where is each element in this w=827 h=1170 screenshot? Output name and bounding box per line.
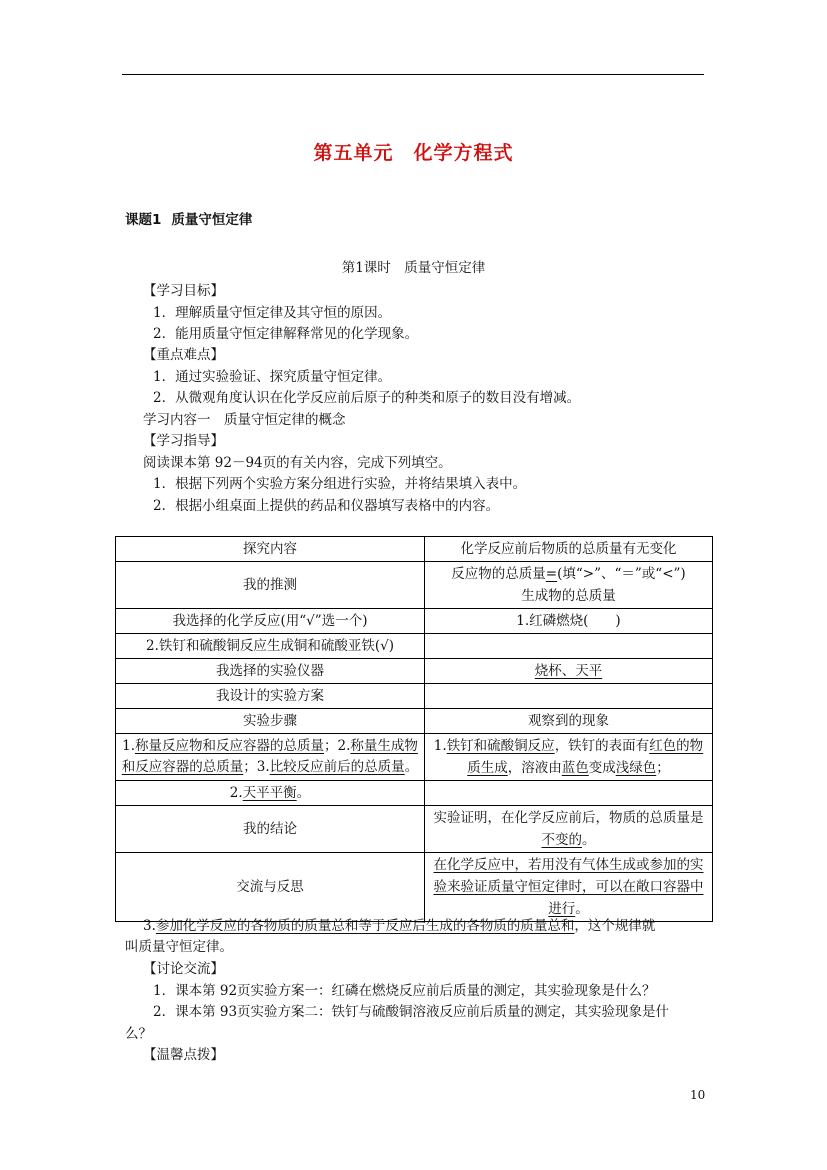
answer-blank: 称量反应物和反应容器的总质量 xyxy=(135,738,324,754)
goals-heading: 【学习目标】 xyxy=(143,283,224,299)
answer-blank: 红色的物质生成 xyxy=(467,738,704,776)
table-row xyxy=(116,806,713,853)
table-cell: 化学反应前后物质的总质量有无变化 xyxy=(425,537,713,562)
experiment-table xyxy=(115,536,713,922)
table-row xyxy=(116,684,713,709)
answer-blank: 铁钉和硫酸铜反应 xyxy=(446,738,555,754)
table-cell xyxy=(425,634,713,659)
keypoint-item-2: 2．从微观角度认识在化学反应前后原子的种类和原子的数目没有增减。 xyxy=(153,390,581,406)
cell-text: 1. xyxy=(433,738,447,754)
law-text: ，这个规律就 xyxy=(574,918,656,934)
goal-item-2: 2．能用质量守恒定律解释常见的化学现象。 xyxy=(153,326,419,342)
table-cell xyxy=(425,562,713,609)
cell-text: 反应物的总质量 xyxy=(451,566,546,582)
answer-blank: 蓝色 xyxy=(561,760,589,776)
cell-text: (填“>”、“＝”或“<”) xyxy=(557,566,686,582)
answer-blank: 称量生成物和反应容器的总质量 xyxy=(121,738,418,775)
page-number: 10 xyxy=(690,1088,706,1102)
table-cell: 我选择的实验仪器 xyxy=(116,659,425,684)
cell-text: 1. xyxy=(122,738,135,754)
law-text: 3. xyxy=(143,918,156,934)
cell-text: ；3. xyxy=(243,759,270,775)
goal-item-1: 1．理解质量守恒定律及其守恒的原因。 xyxy=(153,305,392,321)
cell-text: ，溶液由 xyxy=(507,760,562,776)
unit-title: 第五单元 化学方程式 xyxy=(313,142,514,164)
keypoints-heading: 【重点难点】 xyxy=(143,347,224,363)
lesson-label: 课题1 xyxy=(125,212,162,228)
cell-text: ；2. xyxy=(324,738,351,754)
cell-text: 。 xyxy=(582,832,596,848)
table-row xyxy=(116,634,713,659)
discussion-q1: 1．课本第 92页实验方案一：红磷在燃烧反应前后质量的测定，其实验现象是什么？ xyxy=(153,983,656,999)
table-cell: 交流与反思 xyxy=(116,853,425,922)
discussion-heading: 【讨论交流】 xyxy=(143,961,224,977)
discussion-q2: 2．课本第 93页实验方案二：铁钉与硫酸铜溶液反应前后质量的测定，其实验现象是什 xyxy=(153,1004,670,1020)
cell-text: 生成物的总质量 xyxy=(521,588,616,604)
guide-heading: 【学习指导】 xyxy=(143,433,224,449)
table-cell xyxy=(425,684,713,709)
answer-blank: 不变的 xyxy=(541,832,582,848)
answer-blank: 在化学反应中，若用没有气体生成或参加的实验来验证质量守恒定律时，可以在敞口容器中进行 xyxy=(433,857,704,917)
answer-blank: 比较反应前后的总质量 xyxy=(269,759,405,775)
table-cell xyxy=(425,659,713,684)
table-cell xyxy=(425,853,713,922)
header-rule xyxy=(122,74,704,75)
guide-item-2: 1．根据下列两个实验方案分组进行实验，并将结果填入表中。 xyxy=(153,476,527,492)
table-row xyxy=(116,709,713,734)
cell-text: 。 xyxy=(575,901,589,917)
table-row xyxy=(116,537,713,562)
table-cell xyxy=(116,734,425,781)
table-cell xyxy=(425,734,713,781)
cell-text: ； xyxy=(656,760,670,776)
table-cell: 实验步骤 xyxy=(116,709,425,734)
answer-blank: = xyxy=(545,566,558,582)
table-row xyxy=(116,781,713,806)
table-cell: 2.铁钉和硫酸铜反应生成铜和硫酸亚铁(√) xyxy=(116,634,425,659)
discussion-q2-cont: 么？ xyxy=(125,1026,152,1042)
law-statement-cont: 叫质量守恒定律。 xyxy=(125,939,233,955)
table-row xyxy=(116,659,713,684)
cell-text: 2. xyxy=(229,785,243,801)
cell-text: 实验证明，在化学反应前后，物质的总质量是 xyxy=(433,810,704,826)
cell-text: 。 xyxy=(296,785,311,801)
content-title: 学习内容一 质量守恒定律的概念 xyxy=(143,412,346,428)
cell-text: 变成 xyxy=(588,760,616,776)
period-title: 第1课时 质量守恒定律 xyxy=(341,260,486,276)
table-row xyxy=(116,562,713,609)
cell-text: 。 xyxy=(404,759,419,775)
table-cell: 1.红磷燃烧( ) xyxy=(425,609,713,634)
table-cell: 探究内容 xyxy=(116,537,425,562)
table-cell: 观察到的现象 xyxy=(425,709,713,734)
answer-blank: 天平平衡 xyxy=(242,785,297,801)
table-cell: 我的推测 xyxy=(116,562,425,609)
cell-text: ，铁钉的表面有 xyxy=(554,738,650,754)
keypoint-item-1: 1．通过实验验证、探究质量守恒定律。 xyxy=(153,369,392,385)
guide-item-3: 2．根据小组桌面上提供的药品和仪器填写表格中的内容。 xyxy=(153,498,500,514)
lesson-title xyxy=(125,208,252,228)
table-row xyxy=(116,853,713,922)
table-cell xyxy=(425,806,713,853)
table-cell: 我设计的实验方案 xyxy=(116,684,425,709)
table-cell xyxy=(116,781,425,806)
answer-blank: 烧杯、天平 xyxy=(534,663,603,679)
guide-item-1: 阅读课本第 92－94页的有关内容，完成下列填空。 xyxy=(143,455,452,471)
table-row xyxy=(116,734,713,781)
table-row xyxy=(116,609,713,634)
answer-blank: 浅绿色 xyxy=(615,760,657,776)
law-statement xyxy=(143,914,655,934)
answer-blank: 参加化学反应的各物质的质量总和等于反应后生成的各物质的质量总和 xyxy=(155,918,575,934)
table-cell: 我选择的化学反应(用“√”选一个) xyxy=(116,609,425,634)
lesson-name: 质量守恒定律 xyxy=(171,212,253,228)
tips-heading: 【温馨点拨】 xyxy=(143,1047,224,1063)
table-cell: 我的结论 xyxy=(116,806,425,853)
table-cell xyxy=(425,781,713,806)
